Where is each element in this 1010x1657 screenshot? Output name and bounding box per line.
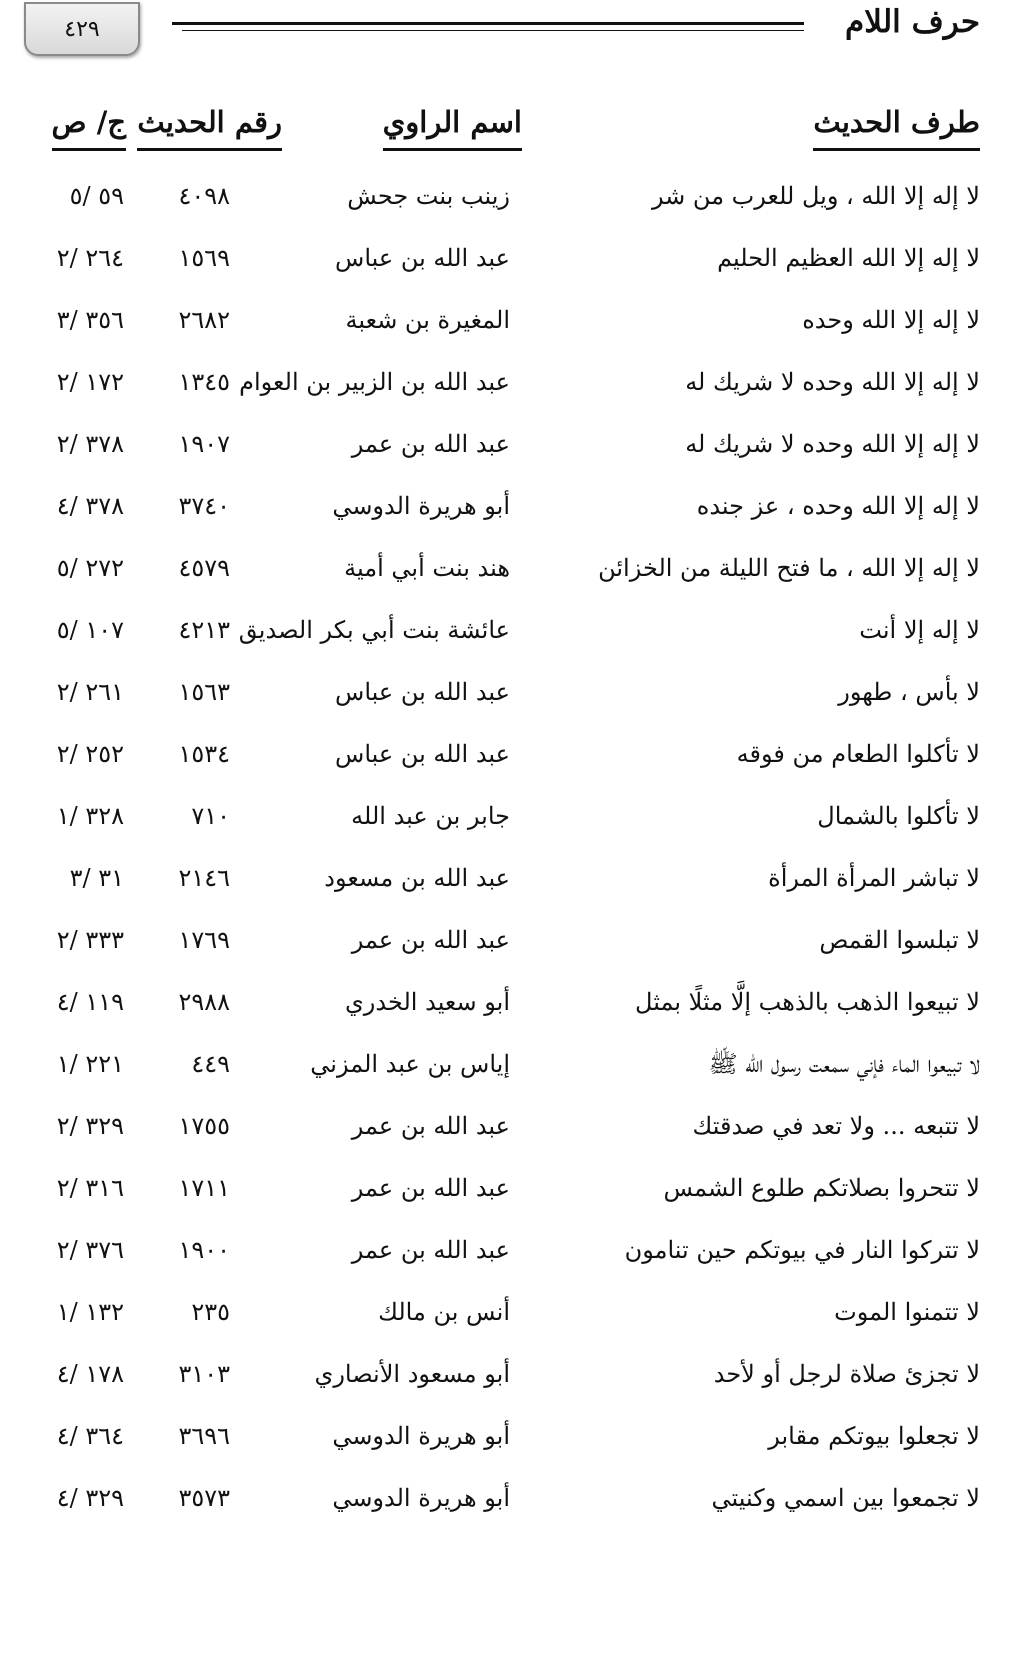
hadith-excerpt: لا تجمعوا بين اسمي وكنيتي bbox=[711, 1484, 980, 1512]
volume-page: ١٠٧ /٥ bbox=[56, 616, 124, 644]
table-row bbox=[0, 168, 1010, 230]
volume-page: ٢٢١ /١ bbox=[56, 1050, 124, 1078]
hadith-excerpt: لا إله إلا الله ، ما فتح الليلة من الخزائن bbox=[598, 554, 980, 582]
table-row bbox=[0, 478, 1010, 540]
narrator-name: أبو سعيد الخدري bbox=[345, 988, 510, 1016]
hadith-number: ٢٩٨٨ bbox=[178, 988, 230, 1016]
hadith-number: ١٥٣٤ bbox=[178, 740, 230, 768]
hadith-excerpt: لا إله إلا الله وحده bbox=[802, 306, 980, 334]
narrator-name: عبد الله بن عمر bbox=[351, 926, 510, 954]
volume-page: ٢٦٤ /٢ bbox=[56, 244, 124, 272]
table-row bbox=[0, 912, 1010, 974]
volume-page: ٣٧٨ /٤ bbox=[56, 492, 124, 520]
volume-page: ٣٢٨ /١ bbox=[56, 802, 124, 830]
volume-page: ٢٦١ /٢ bbox=[56, 678, 124, 706]
hadith-excerpt: لا إله إلا الله ، ويل للعرب من شر bbox=[651, 182, 980, 210]
volume-page: ٢٥٢ /٢ bbox=[56, 740, 124, 768]
table-row bbox=[0, 664, 1010, 726]
narrator-name: عبد الله بن عباس bbox=[335, 678, 510, 706]
table-row bbox=[0, 292, 1010, 354]
table-row bbox=[0, 1098, 1010, 1160]
volume-page: ١٧٢ /٢ bbox=[56, 368, 124, 396]
hadith-excerpt: لا تأكلوا الطعام من فوقه bbox=[736, 740, 980, 768]
narrator-name: المغيرة بن شعبة bbox=[345, 306, 510, 334]
hadith-excerpt: لا تتحروا بصلاتكم طلوع الشمس bbox=[663, 1174, 980, 1202]
narrator-name: عبد الله بن عمر bbox=[351, 1236, 510, 1264]
hadith-excerpt: لا إله إلا الله وحده لا شريك له bbox=[685, 430, 980, 458]
hadith-index-table bbox=[0, 168, 1010, 1532]
hadith-excerpt: لا تجعلوا بيوتكم مقابر bbox=[768, 1422, 980, 1450]
hadith-number: ٤٥٧٩ bbox=[178, 554, 230, 582]
narrator-name: عائشة بنت أبي بكر الصديق bbox=[238, 616, 510, 644]
hadith-excerpt: لا تأكلوا بالشمال bbox=[817, 802, 980, 830]
narrator-name: عبد الله بن الزبير بن العوام bbox=[239, 368, 510, 396]
hadith-number: ١٧١١ bbox=[178, 1174, 230, 1202]
volume-page: ٣٧٨ /٢ bbox=[56, 430, 124, 458]
hadith-number: ٤٢١٣ bbox=[178, 616, 230, 644]
table-row bbox=[0, 974, 1010, 1036]
hadith-excerpt: لا تباشر المرأة المرأة bbox=[768, 864, 980, 892]
narrator-name: عبد الله بن عمر bbox=[351, 430, 510, 458]
narrator-name: أبو هريرة الدوسي bbox=[332, 1484, 510, 1512]
hadith-number: ٤٤٩ bbox=[191, 1050, 230, 1078]
hadith-excerpt: لا تجزئ صلاة لرجل أو لأحد bbox=[713, 1360, 980, 1388]
volume-page: ٢٧٢ /٥ bbox=[56, 554, 124, 582]
hadith-number: ١٩٠٧ bbox=[178, 430, 230, 458]
volume-page: ٣٢٩ /٤ bbox=[56, 1484, 124, 1512]
hadith-excerpt: لا بأس ، طهور bbox=[838, 678, 980, 706]
hadith-number: ١٩٠٠ bbox=[178, 1236, 230, 1264]
volume-page: ١١٩ /٤ bbox=[56, 988, 124, 1016]
hadith-number: ٧١٠ bbox=[191, 802, 230, 830]
column-header-raqm: رقم الحديث bbox=[137, 102, 282, 151]
narrator-name: جابر بن عبد الله bbox=[351, 802, 510, 830]
table-row bbox=[0, 1222, 1010, 1284]
hadith-excerpt: لا إله إلا الله وحده ، عز جنده bbox=[696, 492, 980, 520]
hadith-excerpt: لا إله إلا أنت bbox=[859, 616, 980, 644]
narrator-name: أبو هريرة الدوسي bbox=[332, 492, 510, 520]
hadith-number: ٣٦٩٦ bbox=[178, 1422, 230, 1450]
narrator-name: إياس بن عبد المزني bbox=[310, 1050, 510, 1078]
table-row bbox=[0, 602, 1010, 664]
page-header bbox=[0, 0, 1010, 70]
narrator-name: هند بنت أبي أمية bbox=[344, 554, 510, 582]
hadith-number: ٣١٠٣ bbox=[178, 1360, 230, 1388]
hadith-number: ٢٣٥ bbox=[191, 1298, 230, 1326]
hadith-number: ١٥٦٣ bbox=[178, 678, 230, 706]
column-header-tarf: طرف الحديث bbox=[813, 102, 980, 151]
volume-page: ٣١٦ /٢ bbox=[56, 1174, 124, 1202]
narrator-name: عبد الله بن عمر bbox=[351, 1112, 510, 1140]
volume-page: ٣١ /٣ bbox=[69, 864, 124, 892]
header-rule-thin bbox=[182, 30, 804, 31]
volume-page: ٣٢٩ /٢ bbox=[56, 1112, 124, 1140]
page-number-badge: ٤٢٩ bbox=[24, 2, 140, 56]
volume-page: ١٧٨ /٤ bbox=[56, 1360, 124, 1388]
table-row bbox=[0, 726, 1010, 788]
header-rule-thick bbox=[172, 22, 804, 25]
column-header-juz: ج/ ص bbox=[52, 102, 126, 151]
hadith-number: ٢٦٨٢ bbox=[178, 306, 230, 334]
hadith-excerpt: لا تبلسوا القمص bbox=[819, 926, 980, 954]
table-row bbox=[0, 1160, 1010, 1222]
hadith-excerpt: لا إله إلا الله العظيم الحليم bbox=[717, 244, 980, 272]
table-row bbox=[0, 788, 1010, 850]
narrator-name: عبد الله بن عباس bbox=[335, 740, 510, 768]
table-row bbox=[0, 1284, 1010, 1346]
narrator-name: أبو هريرة الدوسي bbox=[332, 1422, 510, 1450]
hadith-number: ٣٥٧٣ bbox=[178, 1484, 230, 1512]
narrator-name: عبد الله بن عمر bbox=[351, 1174, 510, 1202]
hadith-excerpt: لا تتركوا النار في بيوتكم حين تنامون bbox=[624, 1236, 980, 1264]
volume-page: ٥٩ /٥ bbox=[69, 182, 124, 210]
narrator-name: أبو مسعود الأنصاري bbox=[314, 1360, 510, 1388]
hadith-excerpt: لا إله إلا الله وحده لا شريك له bbox=[685, 368, 980, 396]
hadith-number: ١٣٤٥ bbox=[178, 368, 230, 396]
table-row bbox=[0, 1036, 1010, 1098]
volume-page: ٣٥٦ /٣ bbox=[56, 306, 124, 334]
volume-page: ٣٦٤ /٤ bbox=[56, 1422, 124, 1450]
table-row bbox=[0, 416, 1010, 478]
narrator-name: أنس بن مالك bbox=[378, 1298, 510, 1326]
hadith-number: ٢١٤٦ bbox=[178, 864, 230, 892]
table-row bbox=[0, 354, 1010, 416]
table-row bbox=[0, 1408, 1010, 1470]
volume-page: ٣٣٣ /٢ bbox=[56, 926, 124, 954]
narrator-name: زينب بنت جحش bbox=[347, 182, 510, 210]
table-row bbox=[0, 230, 1010, 292]
hadith-number: ١٧٥٥ bbox=[178, 1112, 230, 1140]
hadith-number: ٣٧٤٠ bbox=[178, 492, 230, 520]
hadith-number: ١٧٦٩ bbox=[178, 926, 230, 954]
table-row bbox=[0, 850, 1010, 912]
column-header-rawi: اسم الراوي bbox=[383, 102, 522, 151]
hadith-excerpt: لا تتمنوا الموت bbox=[834, 1298, 980, 1326]
volume-page: ١٣٢ /١ bbox=[56, 1298, 124, 1326]
table-row bbox=[0, 1346, 1010, 1408]
hadith-excerpt: لا تتبعه ... ولا تعد في صدقتك bbox=[692, 1112, 980, 1140]
hadith-excerpt: لا تبيعوا الماء فإني سمعت رسول الله ﷺ bbox=[708, 1050, 980, 1078]
volume-page: ٣٧٦ /٢ bbox=[56, 1236, 124, 1264]
table-row bbox=[0, 1470, 1010, 1532]
table-row bbox=[0, 540, 1010, 602]
narrator-name: عبد الله بن مسعود bbox=[324, 864, 510, 892]
hadith-number: ١٥٦٩ bbox=[178, 244, 230, 272]
hadith-excerpt: لا تبيعوا الذهب بالذهب إلَّا مثلًا بمثل bbox=[635, 988, 980, 1016]
chapter-title: حرف اللام bbox=[845, 4, 980, 40]
hadith-number: ٤٠٩٨ bbox=[178, 182, 230, 210]
narrator-name: عبد الله بن عباس bbox=[335, 244, 510, 272]
